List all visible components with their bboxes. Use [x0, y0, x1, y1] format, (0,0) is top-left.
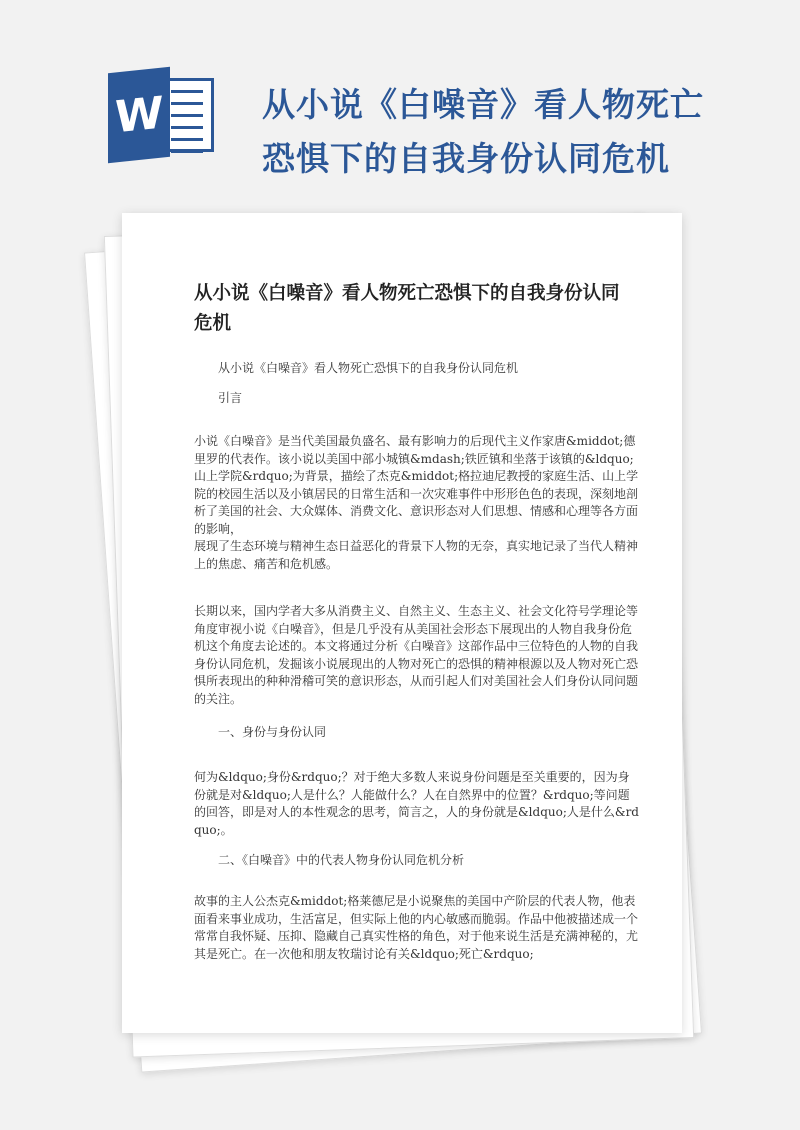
document-subtitle: 从小说《白噪音》看人物死亡恐惧下的自我身份认同危机	[218, 361, 519, 375]
word-document-icon	[108, 70, 218, 160]
section-heading-2: 二、《白噪音》中的代表人物身份认同危机分析	[218, 853, 465, 867]
header-title	[262, 78, 782, 186]
header-title-line1: 从小说《白噪音》看人物死亡	[262, 85, 704, 124]
intro-heading: 引言	[218, 391, 243, 405]
paragraph-2: 展现了生态环境与精神生态日益恶化的背景下人物的无奈，真实地记录了当代人精神上的焦虑、痛苦和危机感。	[194, 539, 639, 571]
paragraph-1: 小说《白噪音》是当代美国最负盛名、最有影响力的后现代主义作家唐&middot;德里罗的代表作。该小说以美国中部小城镇&mdash;铁匠镇和坐落于该镇的&ldquo;山上学院&rdquo;为背景，描绘了杰克&middot;格拉迪尼教授的家庭生活、山上学院的校园生活以及小镇居民的日常生活和一次灾难事件中形形色色的表现，深刻地剖析了美国的社会、大众媒体、消费文化、意识形态对人们思想、情感和心理等各方面的影响，	[194, 434, 639, 536]
paragraph-4: 何为&ldquo;身份&rdquo;？对于绝大多数人来说身份问题是至关重要的，因为身份就是对&ldquo;人是什么？人能做什么？人在自然界中的位置？&rdquo;等问题的回答，即是对人的本性观念的思考，简言之，人的身份就是&ldquo;人是什么&rdquo;。	[194, 770, 639, 837]
document-title: 从小说《白噪音》看人物死亡恐惧下的自我身份认同危机	[194, 283, 620, 334]
section-heading-1: 一、身份与身份认同	[218, 725, 327, 739]
header-title-line2: 恐惧下的自我身份认同危机	[262, 139, 670, 178]
paragraph-3: 长期以来，国内学者大多从消费主义、自然主义、生态主义、社会文化符号学理论等角度审视小说《白噪音》，但是几乎没有从美国社会形态下展现出的人物自我身份危机这个角度去论述的。本文将通过分析《白噪音》这部作品中三位特色的人物的自我身份认同危机，发掘该小说展现出的人物对死亡的恐惧的精神根源以及人物对死亡恐惧所表现出的种种滑稽可笑的意识形态，从而引起人们对美国社会人们身份认同问题的关注。	[194, 604, 639, 706]
paragraph-5: 故事的主人公杰克&middot;格莱德尼是小说聚焦的美国中产阶层的代表人物，他表面看来事业成功，生活富足，但实际上他的内心敏感而脆弱。作品中他被描述成一个常常自我怀疑、压抑、隐藏自己真实性格的角色，对于他来说生活是充满神秘的，尤其是死亡。在一次他和朋友牧瑞讨论有关&ldquo;死亡&rdquo;	[194, 894, 639, 961]
word-badge: W	[108, 67, 170, 164]
document-page	[122, 213, 682, 1033]
paragraph-intro	[194, 433, 639, 573]
